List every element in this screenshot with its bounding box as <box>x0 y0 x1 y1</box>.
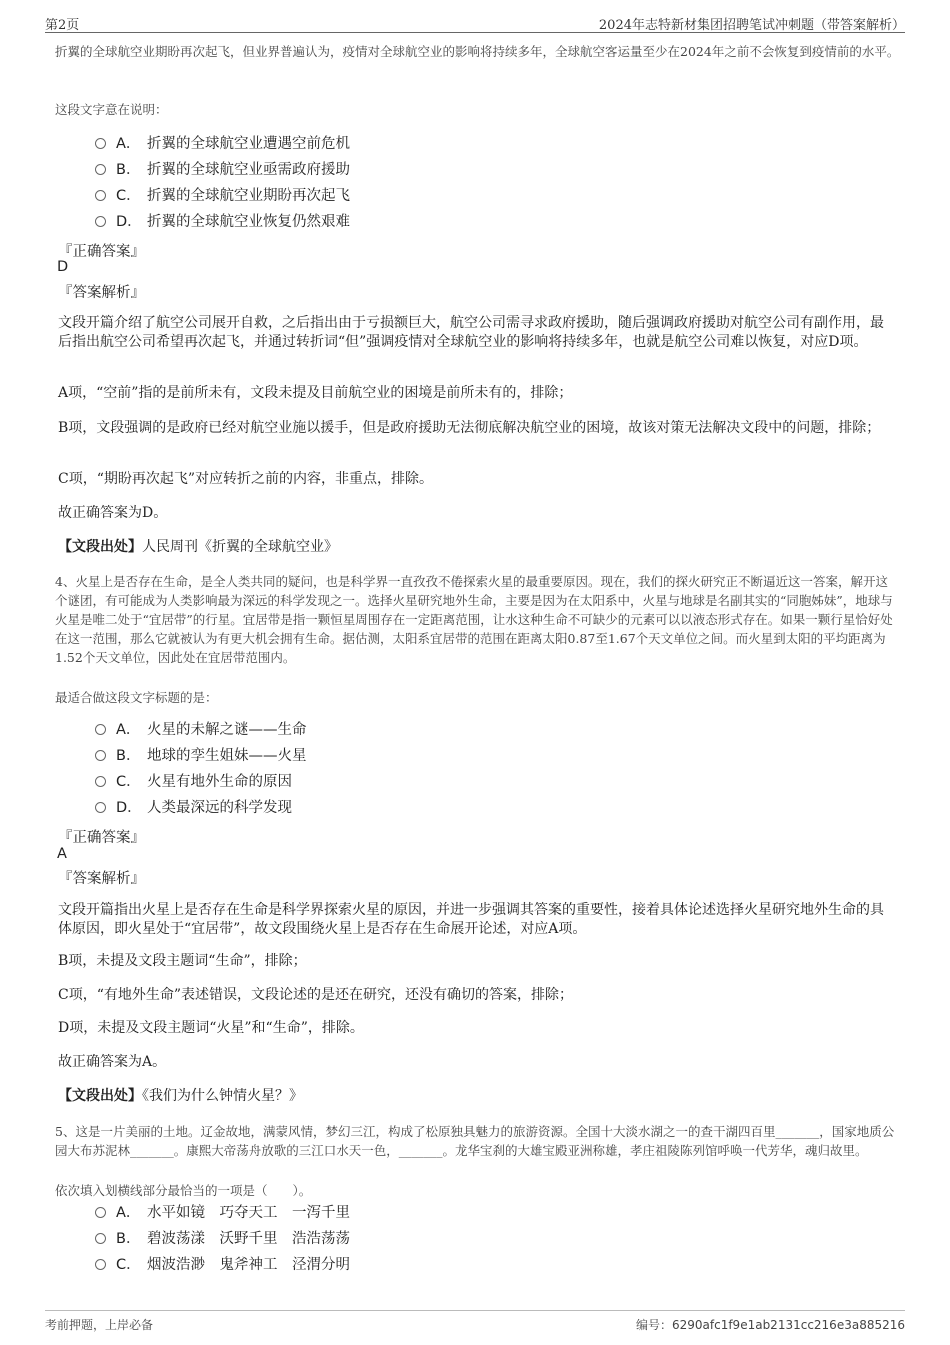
document-id: 编号：6290afc1f9e1ab2131cc216e3a885216 <box>635 1318 905 1332</box>
radio-icon[interactable] <box>95 750 106 761</box>
q4-analysis-5: 故正确答案为A。 <box>58 1054 167 1070</box>
q3-analysis-3: B项，文段强调的是政府已经对航空业施以援手，但是政府援助无法彻底解决航空业的困境，故该对策无法解决文段中的问题，排除； <box>58 420 881 436</box>
q3-analysis-2: A项，“空前”指的是前所未有，文段未提及目前航空业的困境是前所未有的，排除； <box>58 385 573 401</box>
radio-icon[interactable] <box>95 190 106 201</box>
q3-option-a[interactable]: A． 折翼的全球航空业遭遇空前危机 <box>95 133 350 155</box>
q3-analysis-5: 故正确答案为D。 <box>58 505 168 521</box>
q3-passage: 折翼的全球航空业期盼再次起飞，但业界普遍认为，疫情对全球航空业的影响将持续多年，全球航空客运量至少在2024年之前不会恢复到疫情前的水平。 <box>55 44 900 59</box>
q3-answer: D <box>57 259 69 275</box>
q4-analysis-4: D项，未提及文段主题词“火星”和“生命”，排除。 <box>58 1020 364 1036</box>
q5-option-c[interactable]: C． 烟波浩渺 鬼斧神工 泾渭分明 <box>95 1254 350 1276</box>
radio-icon[interactable] <box>95 802 106 813</box>
q3-option-d[interactable]: D． 折翼的全球航空业恢复仍然艰难 <box>95 211 350 233</box>
radio-icon[interactable] <box>95 776 106 787</box>
q4-analysis-1: 文段开篇指出火星上是否存在生命是科学界探索火星的原因，并进一步强调其答案的重要性，接着具体论述选择火星研究地外生命的具体原因，即火星处于“宜居带”，故文段围绕火星上是否存在生命展开论述，对应A项。 <box>58 902 884 937</box>
footer-slogan: 考前押题，上岸必备 <box>45 1318 154 1332</box>
q5-option-b[interactable]: B． 碧波荡漾 沃野千里 浩浩荡荡 <box>95 1228 350 1250</box>
radio-icon[interactable] <box>95 138 106 149</box>
q4-passage: 4、火星上是否存在生命，是全人类共同的疑问，也是科学界一直孜孜不倦探索火星的最重要原因。现在，我们的探火研究正不断逼近这一答案，解开这个谜团，有可能成为人类影响最为深远的科学发现之一。选择火星研究地外生命，主要是因为在太阳系中，火星与地球是名副其实的“同胞姊妹”，地球与火星是唯二处于“宜居带”的行星。宜居带是指一颗恒星周围存在一定距离范围，让水这种生命不可缺少的元素可以以液态形式存在。如果一颗行星恰好处在这一范围，那么它就被认为有更大机会拥有生命。据估测，太阳系宜居带的范围在距离太阳0.87至1.67个天文单位之间。而火星到太阳的平均距离为1.52个天文单位，因此处在宜居带范围内。 <box>55 574 893 665</box>
document-title: 2024年志特新材集团招聘笔试冲刺题（带答案解析） <box>598 18 905 33</box>
radio-icon[interactable] <box>95 724 106 735</box>
q4-question: 最适合做这段文字标题的是： <box>55 690 218 705</box>
q4-analysis-3: C项，“有地外生命”表述错误，文段论述的是还在研究，还没有确切的答案，排除； <box>58 987 574 1003</box>
q3-analysis-1: 文段开篇介绍了航空公司展开自救，之后指出由于亏损额巨大，航空公司需寻求政府援助，随后强调政府援助对航空公司有副作用，最后指出航空公司希望再次起飞，并通过转折词“但”强调疫情对全球航空业的影响将持续多年，也就是航空公司难以恢复，对应D项。 <box>58 315 884 350</box>
page-number: 第2页 <box>45 18 80 33</box>
radio-icon[interactable] <box>95 1233 106 1244</box>
q3-answer-label: 『正确答案』 <box>58 244 145 260</box>
q3-source: 【文段出处】人民周刊《折翼的全球航空业》 <box>58 539 338 555</box>
q3-option-b[interactable]: B． 折翼的全球航空业亟需政府援助 <box>95 159 350 181</box>
q4-source: 【文段出处】《我们为什么钟情火星？》 <box>58 1088 303 1104</box>
q3-analysis-label: 『答案解析』 <box>58 285 145 301</box>
q4-answer: A <box>57 846 67 862</box>
q4-option-c[interactable]: C． 火星有地外生命的原因 <box>95 771 292 793</box>
radio-icon[interactable] <box>95 1259 106 1270</box>
q4-analysis-label: 『答案解析』 <box>58 871 145 887</box>
q3-option-c[interactable]: C． 折翼的全球航空业期盼再次起飞 <box>95 185 350 207</box>
q3-analysis-4: C项，“期盼再次起飞”对应转折之前的内容，非重点，排除。 <box>58 471 434 487</box>
q4-analysis-2: B项，未提及文段主题词“生命”，排除； <box>58 953 307 969</box>
radio-icon[interactable] <box>95 164 106 175</box>
q4-option-a[interactable]: A． 火星的未解之谜——生命 <box>95 719 307 741</box>
q5-option-a[interactable]: A． 水平如镜 巧夺天工 一泻千里 <box>95 1202 350 1224</box>
radio-icon[interactable] <box>95 1207 106 1218</box>
q3-question: 这段文字意在说明： <box>55 102 168 117</box>
page-footer <box>45 1310 905 1339</box>
q5-question: 依次填入划横线部分最恰当的一项是（ ）。 <box>55 1183 312 1198</box>
q5-passage: 5、这是一片美丽的土地。辽金故地，满蒙风情，梦幻三江，构成了松原独具魅力的旅游资源。全国十大淡水湖之一的查干湖四百里_______，国家地质公园大布苏泥林_______。康熙大帝荡舟放歌的三江口水天一色，_______。龙华宝刹的大雄宝殿亚洲称雄，孝庄祖陵陈列馆呼唤一代芳华，魂归故里。 <box>55 1124 895 1158</box>
q4-option-d[interactable]: D． 人类最深远的科学发现 <box>95 797 292 819</box>
q4-answer-label: 『正确答案』 <box>58 830 145 846</box>
radio-icon[interactable] <box>95 216 106 227</box>
page-header <box>45 12 905 33</box>
q4-option-b[interactable]: B． 地球的孪生姐妹——火星 <box>95 745 307 767</box>
